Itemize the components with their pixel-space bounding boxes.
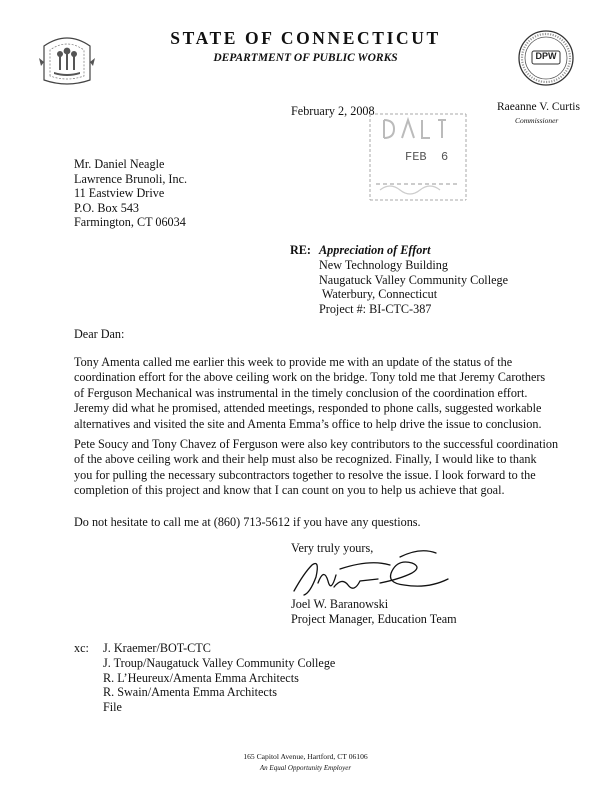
dpw-seal-text: DPW — [535, 51, 557, 61]
paragraph-line: Do not hesitate to call me at (860) 713-5612 if you have any questions. — [74, 515, 421, 529]
re-label: RE: — [290, 243, 311, 257]
body-paragraph-1 — [74, 355, 544, 432]
xc-item: R. L’Heureux/Amenta Emma Architects — [103, 670, 299, 685]
re-line: New Technology Building — [319, 258, 448, 272]
paragraph-line: Jeremy did what he promised, attended meetings, responded to phone calls, suggested workable — [74, 401, 542, 416]
signer-block — [291, 597, 457, 627]
paragraph-line: alternatives and visited the site and Amenta Emma’s office to help drive the issue to conclusion. — [74, 416, 542, 431]
paragraph-line: Pete Soucy and Tony Chavez of Ferguson were also key contributors to the successful coordination — [74, 437, 559, 451]
recipient-line: 11 Eastview Drive — [74, 186, 165, 201]
signer-title: Project Manager, Education Team — [291, 612, 457, 626]
paragraph-line: you for pulling the necessary subcontractors together to resolve the issue. I look forward to the — [74, 467, 536, 482]
re-line: Project #: BI-CTC-387 — [319, 301, 432, 316]
recipient-line: P.O. Box 543 — [74, 200, 140, 215]
paragraph-line: of Ferguson Mechanical was instrumental in the timely conclusion of the coordination effort. — [74, 385, 528, 400]
xc-list — [103, 641, 335, 715]
recipient-line: Mr. Daniel Neagle — [74, 157, 165, 171]
recipient-line: Lawrence Brunoli, Inc. — [74, 171, 188, 186]
xc-item: J. Troup/Naugatuck Valley Community College — [103, 655, 336, 670]
paragraph-line: completion of this project and know that I can count on you to help us achieve that goal. — [74, 483, 505, 498]
recipient-line: Farmington, CT 06034 — [74, 215, 186, 230]
body-paragraph-2 — [74, 437, 559, 499]
signer-name: Joel W. Baranowski — [291, 597, 389, 611]
body-paragraph-3 — [74, 515, 544, 530]
paragraph-line: of the above ceiling work and their help must also be recognized. Finally, I would like to thank — [74, 452, 537, 467]
letterhead-department: DEPARTMENT OF PUBLIC WORKS — [213, 52, 398, 64]
commissioner-title: Commissioner — [515, 116, 559, 125]
xc-item: File — [103, 700, 122, 715]
re-line: Waterbury, Connecticut — [319, 287, 438, 302]
signature-image — [290, 543, 450, 605]
re-details — [319, 258, 508, 316]
stamp-date: FEB 6 — [405, 150, 449, 164]
xc-item: R. Swain/Amenta Emma Architects — [103, 685, 277, 700]
xc-label: xc: — [74, 641, 89, 655]
letter-date: February 2, 2008 — [291, 104, 375, 118]
re-line: Naugatuck Valley Community College — [319, 272, 508, 287]
xc-item: J. Kraemer/BOT-CTC — [103, 641, 211, 655]
footer-address: 165 Capitol Avenue, Hartford, CT 06106 — [243, 752, 368, 761]
recipient-address — [74, 157, 187, 230]
letterhead-state-title: STATE OF CONNECTICUT — [170, 28, 441, 48]
footer-tagline: An Equal Opportunity Employer — [259, 764, 352, 772]
closing: Very truly yours, — [291, 541, 374, 555]
salutation: Dear Dan: — [74, 327, 125, 341]
paragraph-line: Tony Amenta called me earlier this week to provide me with an update of the status of the — [74, 355, 513, 369]
paragraph-line: coordination effort for the above ceiling work on the bridge. Tony told me that Jeremy Carothers — [74, 370, 546, 385]
commissioner-name: Raeanne V. Curtis — [497, 101, 580, 113]
re-subject: Appreciation of Effort — [319, 243, 431, 257]
